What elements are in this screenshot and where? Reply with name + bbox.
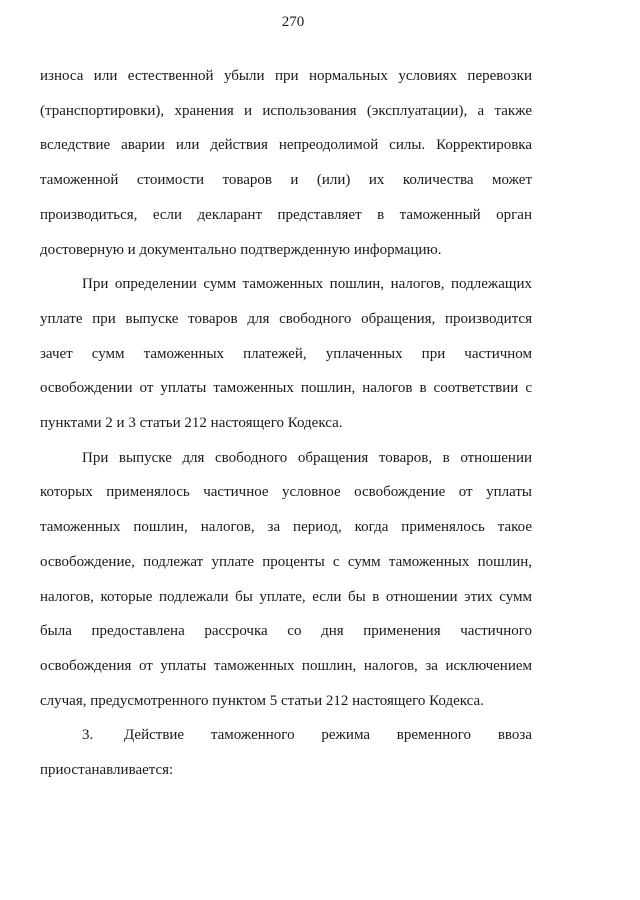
paragraph-1-line-6: достоверную и документально подтвержденную информацию. <box>40 242 442 258</box>
paragraph-2-line-3: зачет сумм таможенных платежей, уплаченных при частичном <box>40 346 532 362</box>
item-number: 3. <box>82 727 94 743</box>
paragraph-2-line-4: освобождении от уплаты таможенных пошлин, налогов в соответствии с <box>40 380 532 396</box>
paragraph-2-line-1: При определении сумм таможенных пошлин, налогов, подлежащих <box>82 276 532 292</box>
paragraph-1-line-5: производиться, если декларант представляет в таможенный орган <box>40 207 532 223</box>
paragraph-3-line-5: налогов, которые подлежали бы уплате, если бы в отношении этих сумм <box>40 589 532 605</box>
paragraph-3-line-6: была предоставлена рассрочка со дня применения частичного <box>40 623 532 639</box>
paragraph-3-line-4: освобождение, подлежат уплате проценты с сумм таможенных пошлин, <box>40 554 532 570</box>
paragraph-1-line-3: вследствие аварии или действия непреодолимой силы. Корректировка <box>40 137 532 153</box>
paragraph-1-line-4: таможенной стоимости товаров и (или) их количества может <box>40 172 532 188</box>
paragraph-3-line-2: которых применялось частичное условное освобождение от уплаты <box>40 484 532 500</box>
paragraph-3-line-8: случая, предусмотренного пунктом 5 статьи 212 настоящего Кодекса. <box>40 693 484 709</box>
paragraph-2-line-2: уплате при выпуске товаров для свободного обращения, производится <box>40 311 532 327</box>
paragraph-3-line-1: При выпуске для свободного обращения товаров, в отношении <box>82 450 532 466</box>
paragraph-3-line-7: освобождения от уплаты таможенных пошлин, налогов, за исключением <box>40 658 532 674</box>
paragraph-4-line-2: приостанавливается: <box>40 762 174 778</box>
paragraph-4-line-1: Действие таможенного режима временного ввоза <box>124 727 532 743</box>
paragraph-1-line-1: износа или естественной убыли при нормальных условиях перевозки <box>40 68 532 84</box>
paragraph-2-line-5: пунктами 2 и 3 статьи 212 настоящего Кодекса. <box>40 415 343 431</box>
paragraph-3-line-3: таможенных пошлин, налогов, за период, когда применялось такое <box>40 519 532 535</box>
paragraph-1-line-2: (транспортировки), хранения и использования (эксплуатации), а также <box>40 103 532 119</box>
page-number: 270 <box>281 14 305 30</box>
